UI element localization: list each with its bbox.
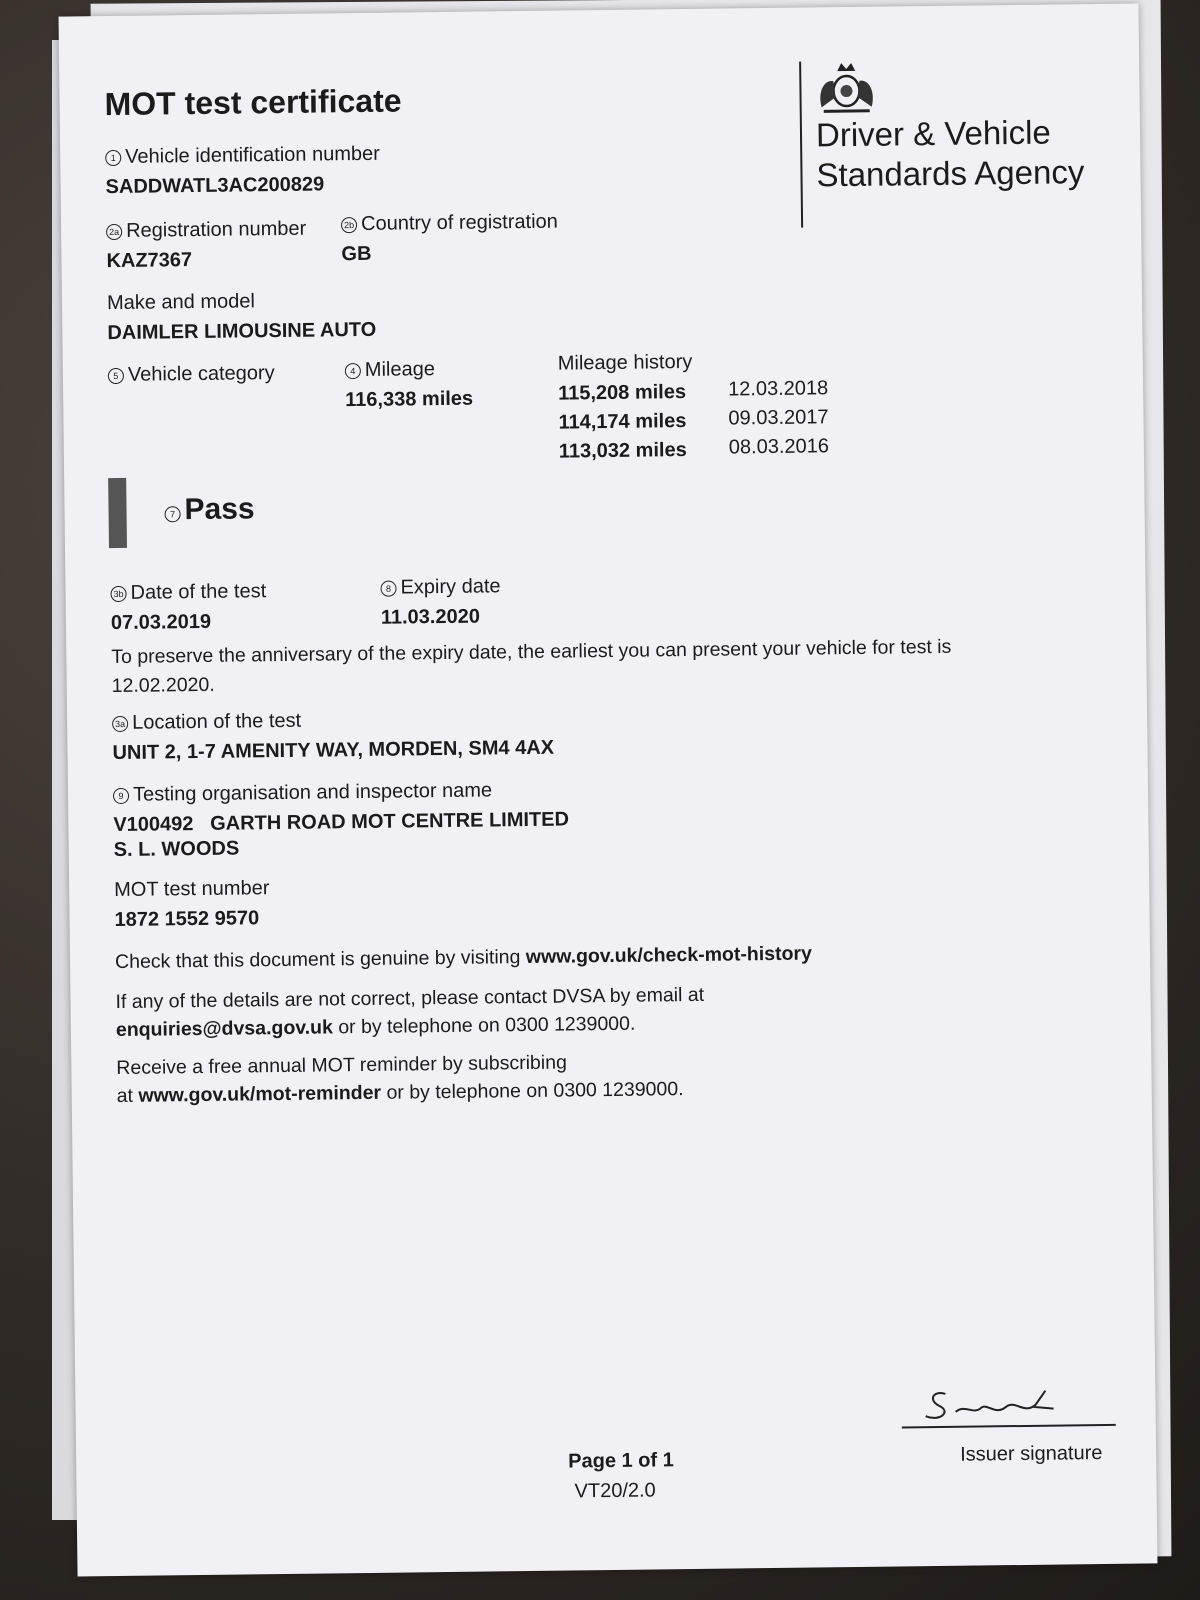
mileage-history-date-1: 12.03.2018 xyxy=(727,377,829,401)
page-indicator: Page 1 of 1 xyxy=(568,1449,674,1473)
category-label: 5 Vehicle category xyxy=(108,362,275,387)
contact-line-1: If any of the details are not correct, please contact DVSA by email at xyxy=(115,983,705,1014)
reminder-line-2: at www.gov.uk/mot-reminder or by telephone on 0300 1239000. xyxy=(116,1078,684,1108)
field-number-8: 8 xyxy=(380,581,396,597)
contact-email-link[interactable]: enquiries@dvsa.gov.uk xyxy=(115,1016,333,1042)
organisation-value xyxy=(113,808,569,837)
mileage-value: 116,338 miles xyxy=(345,387,474,412)
anniversary-date: 12.02.2020. xyxy=(111,673,215,698)
logo-divider xyxy=(799,62,803,228)
field-number-9: 9 xyxy=(113,788,129,804)
mileage-history-date-2: 09.03.2017 xyxy=(728,406,829,430)
field-number-3a: 3a xyxy=(112,716,128,732)
royal-crest-icon xyxy=(813,57,880,116)
registration-value: KAZ7367 xyxy=(106,249,193,273)
field-number-2a: 2a xyxy=(106,224,122,240)
issuer-signature-mark xyxy=(915,1384,1075,1426)
mileage-history-miles-1: 115,208 miles xyxy=(558,381,687,405)
organisation-label: 9 Testing organisation and inspector name xyxy=(113,779,492,807)
mileage-label: 4 Mileage xyxy=(345,358,435,382)
agency-name: Driver & Vehicle Standards Agency xyxy=(815,113,1085,194)
anniversary-note: To preserve the anniversary of the expiry date, the earliest you can present your vehicle for test is xyxy=(111,635,952,669)
organisation-code: V100492 xyxy=(113,813,194,837)
reminder-line-1: Receive a free annual MOT reminder by subscribing xyxy=(116,1051,567,1080)
field-number-5: 5 xyxy=(108,368,124,384)
result-marker xyxy=(108,478,127,548)
check-mot-history-link[interactable]: www.gov.uk/check-mot-history xyxy=(525,942,813,969)
registration-label: 2a Registration number xyxy=(106,218,306,243)
make-model-label: Make and model xyxy=(106,290,256,315)
certificate-page xyxy=(59,3,1158,1576)
form-version: VT20/2.0 xyxy=(574,1479,656,1503)
test-number-value: 1872 1552 9570 xyxy=(114,907,260,932)
page-title: MOT test certificate xyxy=(104,82,402,123)
test-number-label: MOT test number xyxy=(114,877,270,902)
country-value: GB xyxy=(341,242,372,266)
organisation-name: GARTH ROAD MOT CENTRE LIMITED xyxy=(209,808,570,835)
mot-reminder-link[interactable]: www.gov.uk/mot-reminder xyxy=(138,1081,382,1107)
mileage-history-miles-2: 114,174 miles xyxy=(558,410,687,434)
inspector-name: S. L. WOODS xyxy=(113,837,240,862)
make-model-value: DAIMLER LIMOUSINE AUTO xyxy=(107,318,377,345)
mileage-history-date-3: 08.03.2016 xyxy=(728,435,830,459)
contact-line-2: enquiries@dvsa.gov.uk or by telephone on 0300 1239000. xyxy=(115,1012,636,1042)
check-line: Check that this document is genuine by visiting www.gov.uk/check-mot-history xyxy=(114,942,813,974)
field-number-3b: 3b xyxy=(110,586,126,602)
expiry-value: 11.03.2020 xyxy=(380,605,481,629)
mileage-history-label: Mileage history xyxy=(557,350,693,375)
test-date-value: 07.03.2019 xyxy=(110,610,212,635)
expiry-label: 8 Expiry date xyxy=(380,575,500,599)
location-label: 3a Location of the test xyxy=(112,710,301,735)
issuer-signature-label: Issuer signature xyxy=(960,1442,1103,1466)
test-date-label: 3b Date of the test xyxy=(110,580,266,605)
country-label: 2b Country of registration xyxy=(341,211,558,237)
vin-label: 1 Vehicle identification number xyxy=(105,143,380,169)
mileage-history-miles-3: 113,032 miles xyxy=(558,439,687,463)
field-number-4: 4 xyxy=(345,363,361,379)
field-number-7: 7 xyxy=(165,506,181,522)
vin-value: SADDWATL3AC200829 xyxy=(105,173,325,199)
location-value: UNIT 2, 1-7 AMENITY WAY, MORDEN, SM4 4AX xyxy=(112,736,555,765)
field-number-1: 1 xyxy=(105,150,121,166)
field-number-2b: 2b xyxy=(341,217,357,233)
test-result: 7 Pass xyxy=(164,492,254,527)
